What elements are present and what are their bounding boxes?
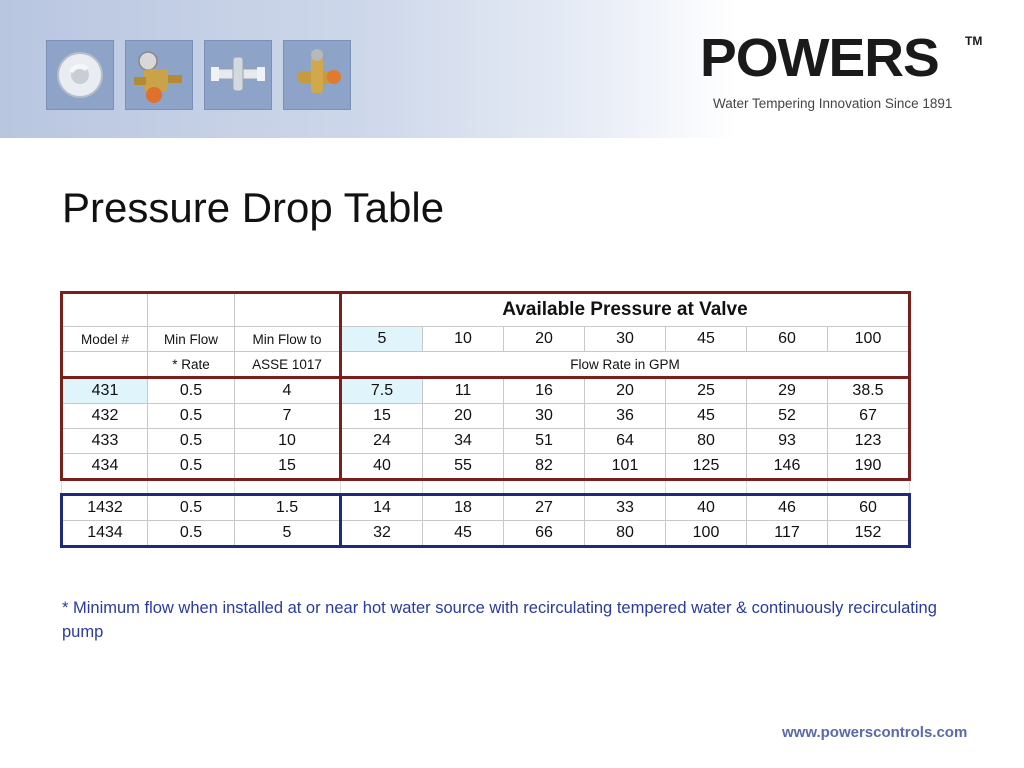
- flow-cell: 45: [423, 521, 504, 547]
- min-asse-cell: 1.5: [235, 495, 341, 521]
- website-link[interactable]: www.powerscontrols.com: [782, 724, 968, 741]
- flow-cell: 33: [585, 495, 666, 521]
- header-blank-cell: [62, 352, 148, 378]
- flow-cell: 40: [666, 495, 747, 521]
- min-asse-cell: 4: [235, 378, 341, 404]
- flow-cell: 32: [341, 521, 423, 547]
- flow-cell: 82: [504, 454, 585, 480]
- model-cell: 434: [62, 454, 148, 480]
- flow-cell: 190: [828, 454, 910, 480]
- flow-cell: 80: [666, 429, 747, 454]
- flow-cell: 52: [747, 404, 828, 429]
- col-header-min-flow: Min Flow: [148, 327, 235, 352]
- model-cell: 1432: [62, 495, 148, 521]
- flow-cell: 146: [747, 454, 828, 480]
- col-subheader-asse: ASSE 1017: [235, 352, 341, 378]
- min-flow-cell: 0.5: [148, 454, 235, 480]
- flow-cell: 36: [585, 404, 666, 429]
- flow-cell: 51: [504, 429, 585, 454]
- pressure-drop-table: [60, 291, 911, 548]
- logo-text: POWERS: [700, 28, 939, 88]
- shower-valve-image: [46, 40, 114, 110]
- footnote: * Minimum flow when installed at or near hot water source with recirculating tempered water & continuously recirculating pump: [62, 599, 937, 641]
- col-header-min-flow-to: Min Flow to: [235, 327, 341, 352]
- flow-cell: 7.5: [341, 378, 423, 404]
- min-asse-cell: 5: [235, 521, 341, 547]
- model-cell: 431: [62, 378, 148, 404]
- min-flow-cell: 0.5: [148, 495, 235, 521]
- flow-cell: 15: [341, 404, 423, 429]
- pressure-header: 10: [423, 327, 504, 352]
- flow-cell: 34: [423, 429, 504, 454]
- flow-cell: 100: [666, 521, 747, 547]
- flow-rate-label: Flow Rate in GPM: [341, 352, 910, 378]
- flow-cell: 20: [585, 378, 666, 404]
- min-flow-cell: 0.5: [148, 378, 235, 404]
- available-pressure-header: Available Pressure at Valve: [341, 293, 910, 327]
- header-blank-cell: [62, 293, 148, 327]
- pressure-header: 100: [828, 327, 910, 352]
- flow-cell: 45: [666, 404, 747, 429]
- pressure-header: 45: [666, 327, 747, 352]
- powers-logo: [700, 28, 990, 88]
- min-flow-cell: 0.5: [148, 404, 235, 429]
- pressure-header: 30: [585, 327, 666, 352]
- flow-cell: 40: [341, 454, 423, 480]
- min-flow-cell: 0.5: [148, 429, 235, 454]
- flow-cell: 55: [423, 454, 504, 480]
- flow-cell: 16: [504, 378, 585, 404]
- flow-cell: 46: [747, 495, 828, 521]
- model-cell: 433: [62, 429, 148, 454]
- flow-cell: 64: [585, 429, 666, 454]
- chrome-valve-assembly-image: [204, 40, 272, 110]
- header-blank-cell: [235, 293, 341, 327]
- col-header-model: Model #: [62, 327, 148, 352]
- model-cell: 1434: [62, 521, 148, 547]
- flow-cell: 11: [423, 378, 504, 404]
- flow-cell: 18: [423, 495, 504, 521]
- flow-cell: 123: [828, 429, 910, 454]
- header-blank-cell: [148, 293, 235, 327]
- min-flow-cell: 0.5: [148, 521, 235, 547]
- flow-cell: 125: [666, 454, 747, 480]
- pressure-header: 60: [747, 327, 828, 352]
- flow-cell: 101: [585, 454, 666, 480]
- flow-cell: 152: [828, 521, 910, 547]
- min-asse-cell: 15: [235, 454, 341, 480]
- flow-cell: 80: [585, 521, 666, 547]
- flow-cell: 117: [747, 521, 828, 547]
- min-asse-cell: 7: [235, 404, 341, 429]
- pressure-header: 20: [504, 327, 585, 352]
- flow-cell: 24: [341, 429, 423, 454]
- flow-cell: 30: [504, 404, 585, 429]
- flow-cell: 20: [423, 404, 504, 429]
- min-asse-cell: 10: [235, 429, 341, 454]
- trademark-symbol: TM: [965, 34, 983, 48]
- pressure-header: 5: [341, 327, 423, 352]
- model-cell: 432: [62, 404, 148, 429]
- flow-cell: 14: [341, 495, 423, 521]
- tagline: Water Tempering Innovation Since 1891: [713, 96, 953, 111]
- table-gap-row: [62, 480, 910, 495]
- col-subheader-rate: * Rate: [148, 352, 235, 378]
- flow-cell: 67: [828, 404, 910, 429]
- flow-cell: 25: [666, 378, 747, 404]
- flow-cell: 29: [747, 378, 828, 404]
- thermostatic-mixing-valve-image: [125, 40, 193, 110]
- flow-cell: 93: [747, 429, 828, 454]
- flow-cell: 27: [504, 495, 585, 521]
- flow-cell: 60: [828, 495, 910, 521]
- flow-cell: 66: [504, 521, 585, 547]
- brass-valve-image: [283, 40, 351, 110]
- flow-cell: 38.5: [828, 378, 910, 404]
- page-title: Pressure Drop Table: [62, 184, 445, 231]
